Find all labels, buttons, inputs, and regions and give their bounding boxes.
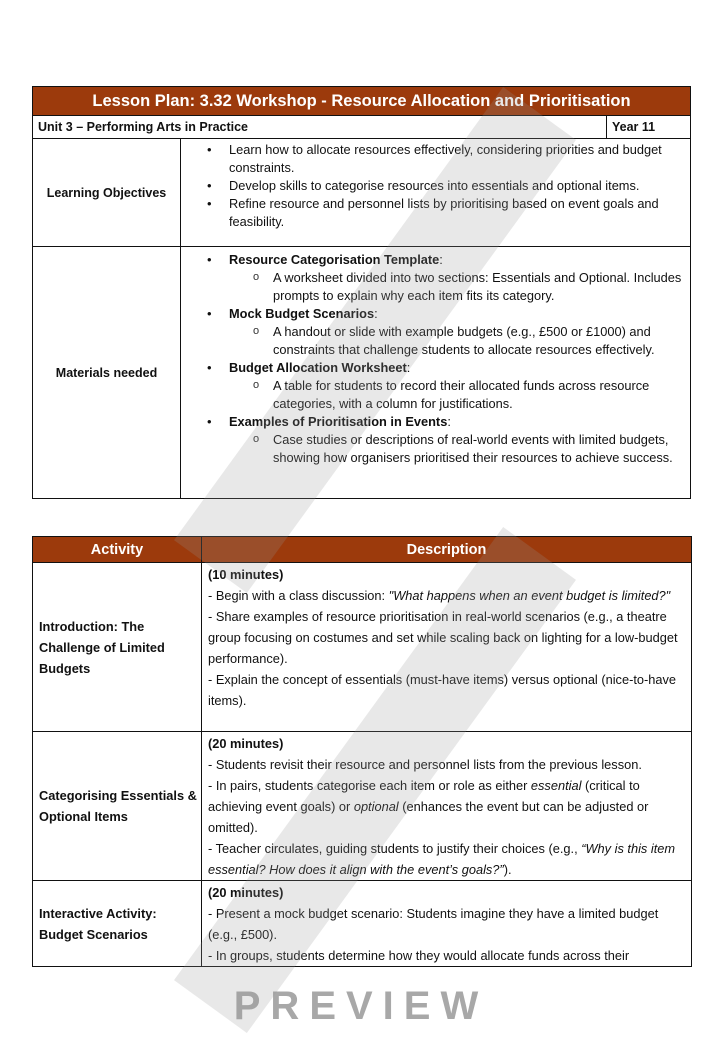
description-line: - Explain the concept of essentials (must-have items) versus optional (nice-to-have items). bbox=[208, 672, 677, 708]
description-line: - Students revisit their resource and personnel lists from the previous lesson. bbox=[208, 757, 642, 772]
preview-watermark: PREVIEW bbox=[233, 984, 489, 1028]
activity-name: Categorising Essentials & Optional Items bbox=[33, 732, 202, 881]
description-line bbox=[208, 838, 685, 880]
activities-table bbox=[32, 536, 692, 967]
material-title: Examples of Prioritisation in Events bbox=[229, 414, 448, 429]
activity-description bbox=[202, 881, 692, 967]
material-detail: o A worksheet divided into two sections: Essentials and Optional. Includes prompts to explain why each item fits its category. bbox=[273, 269, 690, 305]
description-line: - Share examples of resource prioritisation in real-world scenarios (e.g., a theatre group focusing on costumes and set while scaling back on lighting for a low-budget performance). bbox=[208, 609, 678, 666]
material-item: • Resource Categorisation Template: o A worksheet divided into two sections: Essentials and Optional. Includes prompts to explain why each item fits its category. bbox=[229, 251, 690, 305]
activity-name: Introduction: The Challenge of Limited Budgets bbox=[33, 563, 202, 732]
objective-item: • Learn how to allocate resources effectively, considering priorities and budget constraints. bbox=[229, 141, 690, 177]
activity-duration: (20 minutes) bbox=[208, 736, 284, 751]
description-text: (critical to achieving event goals) or bbox=[208, 778, 640, 814]
activity-description bbox=[202, 732, 692, 881]
description-text: - In pairs, students categorise each item or role as either bbox=[208, 778, 531, 793]
activity-name: Interactive Activity: Budget Scenarios bbox=[33, 881, 202, 967]
material-title: Mock Budget Scenarios bbox=[229, 306, 375, 321]
material-item: • Mock Budget Scenarios: o A handout or slide with example budgets (e.g., £500 or £1000) and constraints that challenge students to allocate resources effectively. bbox=[229, 305, 690, 359]
lesson-plan-table bbox=[32, 86, 691, 499]
activity-header: Activity bbox=[33, 537, 202, 563]
material-title: Budget Allocation Worksheet bbox=[229, 360, 407, 375]
description-text: ). bbox=[503, 862, 512, 877]
description-quote: “Why is this item essential? How does it align with the event’s goals?” bbox=[208, 841, 676, 877]
objectives-cell bbox=[181, 139, 691, 247]
material-item: • Examples of Prioritisation in Events: o Case studies or descriptions of real-world events with limited budgets, showing how organisers prioritised their resources to achieve success. bbox=[229, 413, 690, 467]
description-emphasis: optional bbox=[353, 799, 399, 814]
description-text: - Teacher circulates, guiding students to justify their choices (e.g., bbox=[208, 841, 582, 856]
objectives-list bbox=[181, 141, 690, 231]
material-detail: o Case studies or descriptions of real-world events with limited budgets, showing how organisers prioritised their resources to achieve success. bbox=[273, 431, 690, 467]
objective-item: • Develop skills to categorise resources into essentials and optional items. bbox=[229, 177, 690, 195]
materials-list bbox=[181, 251, 690, 467]
activity-duration: (10 minutes) bbox=[208, 567, 284, 582]
description-text: - Begin with a class discussion: bbox=[208, 588, 389, 603]
table-row bbox=[33, 732, 692, 881]
description-line bbox=[208, 775, 685, 838]
unit-label: Unit 3 – Performing Arts in Practice bbox=[33, 116, 607, 139]
description-line: - In groups, students determine how they would allocate funds across their bbox=[208, 948, 630, 963]
description-emphasis: essential bbox=[530, 778, 582, 793]
activity-description bbox=[202, 563, 692, 732]
description-text: (enhances the event but can be adjusted or omitted). bbox=[208, 799, 649, 835]
description-line bbox=[208, 585, 685, 606]
material-title: Resource Categorisation Template bbox=[229, 252, 440, 267]
material-detail: o A table for students to record their allocated funds across resource categories, with a column for justifications. bbox=[273, 377, 690, 413]
objectives-label: Learning Objectives bbox=[33, 139, 181, 247]
description-line: - Present a mock budget scenario: Students imagine they have a limited budget (e.g., £500). bbox=[208, 906, 659, 942]
activity-duration: (20 minutes) bbox=[208, 885, 284, 900]
description-quote: "What happens when an event budget is limited?" bbox=[388, 588, 671, 603]
lesson-title: Lesson Plan: 3.32 Workshop - Resource Allocation and Prioritisation bbox=[33, 87, 691, 116]
table-row bbox=[33, 563, 692, 732]
year-label: Year 11 bbox=[607, 116, 691, 139]
material-item: • Budget Allocation Worksheet: o A table for students to record their allocated funds across resource categories, with a column for justifications. bbox=[229, 359, 690, 413]
materials-cell bbox=[181, 247, 691, 499]
description-header: Description bbox=[202, 537, 692, 563]
materials-label: Materials needed bbox=[33, 247, 181, 499]
table-row bbox=[33, 881, 692, 967]
objective-item: • Refine resource and personnel lists by prioritising based on event goals and feasibility. bbox=[229, 195, 690, 231]
material-detail: o A handout or slide with example budgets (e.g., £500 or £1000) and constraints that challenge students to allocate resources effectively. bbox=[273, 323, 690, 359]
